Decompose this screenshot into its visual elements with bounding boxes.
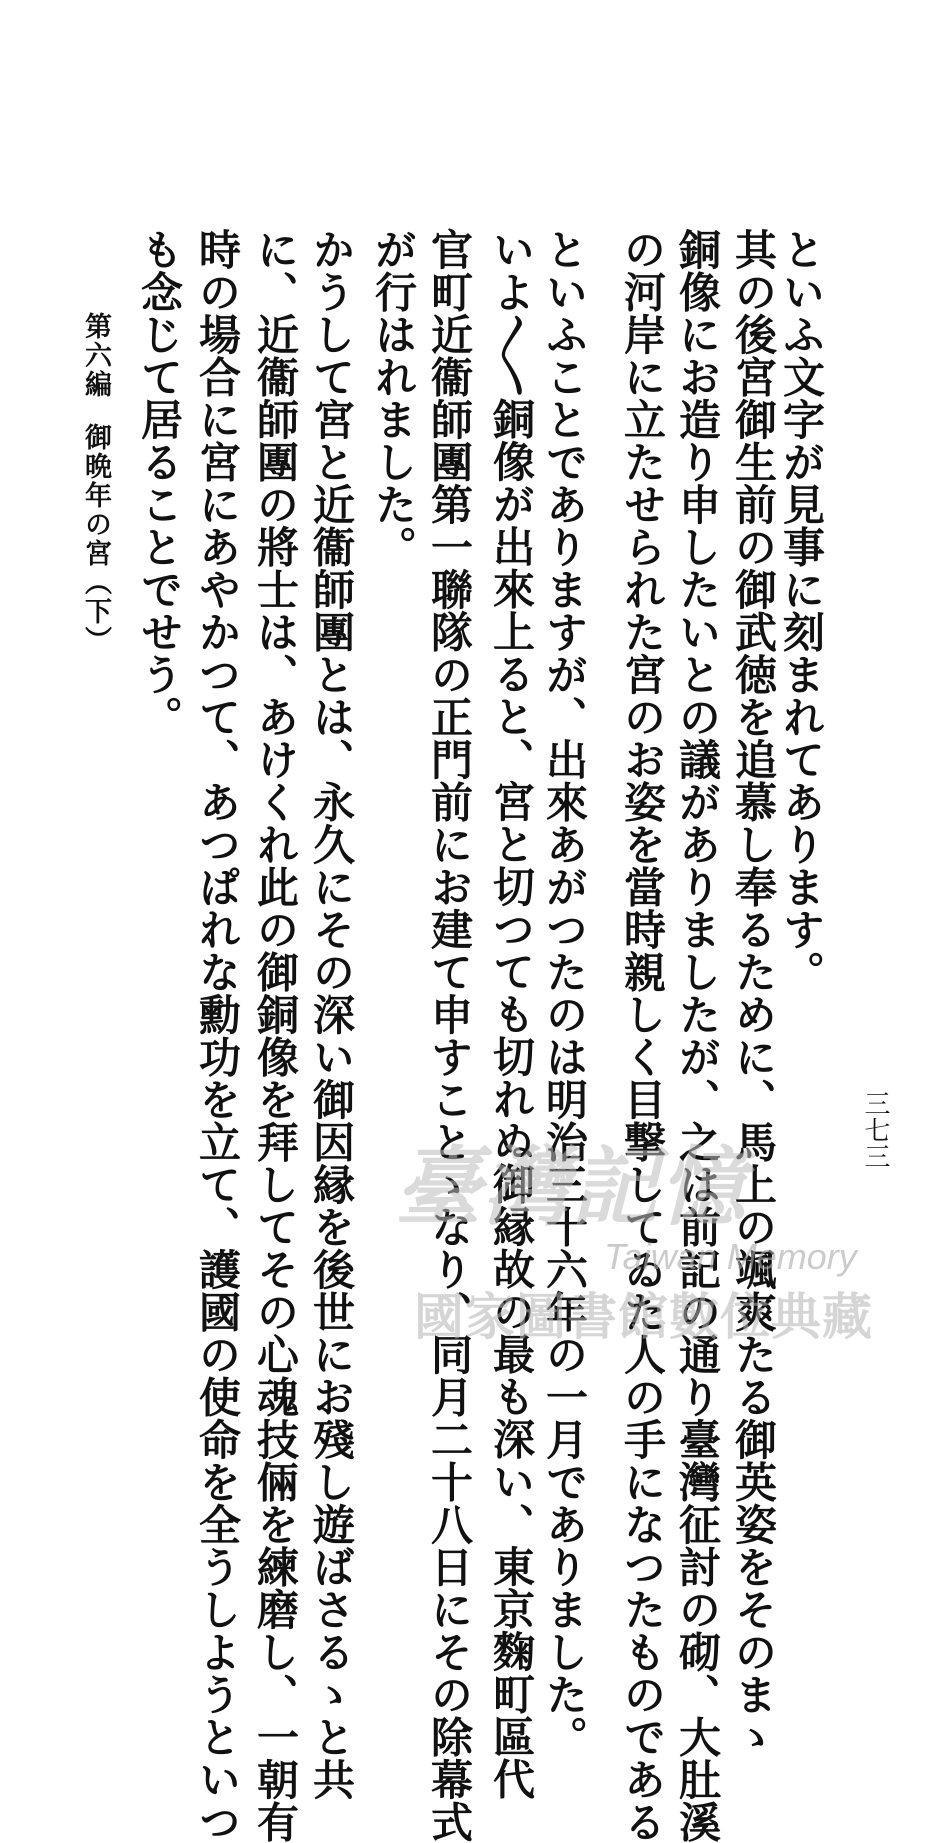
section-label: 第六編: [80, 312, 111, 399]
text-column-3: 銅像にお造り申したいとの議がありましたが、之は前記の通り臺灣征討の砌、大肚溪: [673, 228, 722, 1843]
watermark-library: 國家圖書館數位典藏: [414, 1287, 873, 1346]
text-column-12: も念じて居ることでせう。: [135, 228, 184, 738]
text-column-6: いよ〳〵銅像が出來上ると、宮と切つても切れぬ御縁故の最も深い、東京麴町區代: [487, 228, 536, 1800]
running-footer: [82, 312, 109, 655]
watermark-logo-cn: 臺灣記憶: [395, 1137, 747, 1238]
page-number: 三七三: [860, 1090, 890, 1170]
text-column-5: といふことでありますが、出來あがつたのは明治三十六年の一月でありました。: [540, 228, 589, 1758]
chapter-title: 御晩年の宮（下）: [80, 423, 111, 655]
watermark-logo-en: Taiwan Memory: [604, 1236, 857, 1277]
text-column-8: が行はれました。: [369, 228, 418, 568]
text-column-7: 官町近衞師團第一聯隊の正門前にお建て申すことゝなり、同月二十八日にその除幕式: [425, 228, 474, 1843]
text-column-1: といふ文字が見事に刻まれてあります。: [777, 228, 826, 993]
text-column-10: に、近衞師團の將士は、あけくれ此の御銅像を拜してその心魂技倆を練磨し、一朝有: [251, 228, 300, 1843]
text-column-9: かうして宮と近衞師團とは、永久にその深い御因縁を後世にお殘し遊ばさるゝと共: [307, 228, 356, 1801]
text-column-2: 其の後宮御生前の御武徳を追慕し奉るために、馬上の颯爽たる御英姿をそのまゝ: [729, 228, 778, 1758]
text-column-4: の河岸に立たせられた宮のお姿を當時親しく目撃してゐた人の手になつたものである: [618, 228, 667, 1843]
text-column-11: 時の場合に宮にあやかつて、あつぱれな勳功を立て、護國の使命を全うしようといつ: [193, 228, 242, 1843]
